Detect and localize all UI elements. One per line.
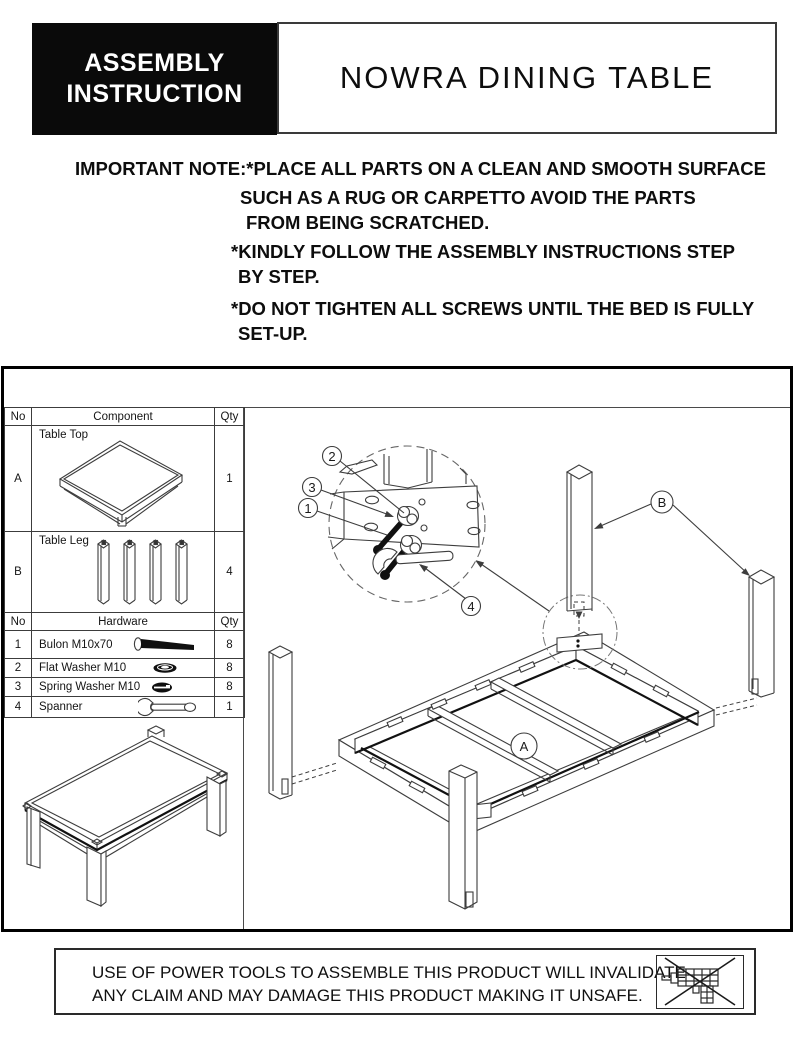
note-line: BY STEP.	[238, 266, 320, 287]
warning-line-1: USE OF POWER TOOLS TO ASSEMBLE THIS PRODUCT WILL INVALIDATE	[92, 963, 686, 982]
flat-washer-icon	[152, 662, 178, 674]
callout-2-label: 2	[328, 449, 336, 464]
note-line: *KINDLY FOLLOW THE ASSEMBLY INSTRUCTIONS STEP	[231, 241, 736, 262]
front-leg	[449, 765, 477, 909]
hw-qty: 8	[215, 678, 245, 697]
parts-header-row	[5, 408, 245, 426]
warning-line-2: ANY CLAIM AND MAY DAMAGE THIS PRODUCT MAKING IT UNSAFE.	[92, 986, 643, 1005]
part-name: Table Leg	[39, 535, 89, 547]
label-a: A	[519, 739, 529, 754]
corner-assembly	[543, 465, 617, 669]
note-line: SET-UP.	[238, 323, 308, 344]
callout-3	[303, 478, 322, 497]
table-row	[5, 678, 245, 697]
warning-box	[54, 948, 756, 1015]
assembled-table-drawing	[4, 722, 243, 929]
note-line: SUCH AS A RUG OR CARPETTO AVOID THE PARTS	[240, 187, 696, 208]
table-row	[5, 659, 245, 678]
part-no: B	[5, 532, 32, 613]
spanner-icon	[138, 697, 198, 717]
part-qty: 1	[215, 426, 245, 532]
detail-leader-arrow	[475, 560, 484, 568]
part-no: A	[5, 426, 32, 532]
callout-1	[299, 499, 318, 518]
table-leg-icon	[90, 534, 200, 610]
col-no: No	[5, 408, 32, 426]
bolt-icon	[132, 635, 198, 655]
col-qty: Qty	[215, 613, 245, 631]
note-line: *DO NOT TIGHTEN ALL SCREWS UNTIL THE BED IS FULLY	[231, 298, 755, 319]
part-name: Table Top	[39, 429, 89, 441]
left-leg	[269, 646, 337, 799]
table-row	[5, 631, 245, 659]
badge-line-2: INSTRUCTION	[66, 80, 243, 108]
table-row	[5, 426, 245, 532]
detail-leader-line	[481, 564, 549, 611]
hw-no: 3	[5, 678, 32, 697]
hw-no: 1	[5, 631, 32, 659]
product-title-box	[277, 22, 777, 134]
note-line: IMPORTANT NOTE:*PLACE ALL PARTS ON A CLEAN AND SMOOTH SURFACE	[75, 158, 767, 179]
hw-name: Spanner	[39, 701, 83, 713]
col-no: No	[5, 613, 32, 631]
assembly-instruction-badge	[32, 23, 277, 135]
col-component: Component	[32, 408, 215, 426]
hw-name: Bulon M10x70	[39, 638, 113, 651]
warning-text	[92, 961, 686, 1007]
hw-qty: 8	[215, 631, 245, 659]
callout-4	[462, 597, 481, 616]
label-b: B	[657, 495, 667, 510]
no-power-tools-icon	[656, 955, 744, 1009]
part-qty: 4	[215, 532, 245, 613]
callout-1-label: 1	[304, 501, 312, 516]
hw-qty: 8	[215, 659, 245, 678]
part-label-b	[594, 491, 750, 576]
table-top-icon	[42, 429, 204, 529]
part-label-a	[511, 733, 537, 759]
important-notes	[0, 158, 790, 345]
callout-3-label: 3	[308, 480, 316, 495]
hw-no: 4	[5, 697, 32, 718]
product-title: NOWRA DINING TABLE	[339, 60, 715, 95]
col-hardware: Hardware	[32, 613, 215, 631]
hw-qty: 1	[215, 697, 245, 718]
table-row	[5, 697, 245, 718]
table-row	[5, 532, 245, 613]
badge-line-1: ASSEMBLY	[84, 49, 225, 77]
right-leg	[716, 570, 774, 715]
hw-name: Spring Washer M10	[39, 681, 141, 693]
spring-washer-icon	[150, 681, 174, 694]
hardware-header-row	[5, 613, 245, 631]
parts-table	[4, 407, 245, 718]
hw-no: 2	[5, 659, 32, 678]
note-line: FROM BEING SCRATCHED.	[246, 212, 490, 233]
assembled-table-top	[25, 736, 227, 860]
diagram-frame	[1, 366, 793, 932]
col-qty: Qty	[215, 408, 245, 426]
assembly-diagram	[244, 408, 789, 925]
detail-view	[317, 446, 485, 602]
callout-2	[323, 447, 342, 466]
callout-4-label: 4	[467, 599, 475, 614]
hw-name: Flat Washer M10	[39, 662, 127, 674]
